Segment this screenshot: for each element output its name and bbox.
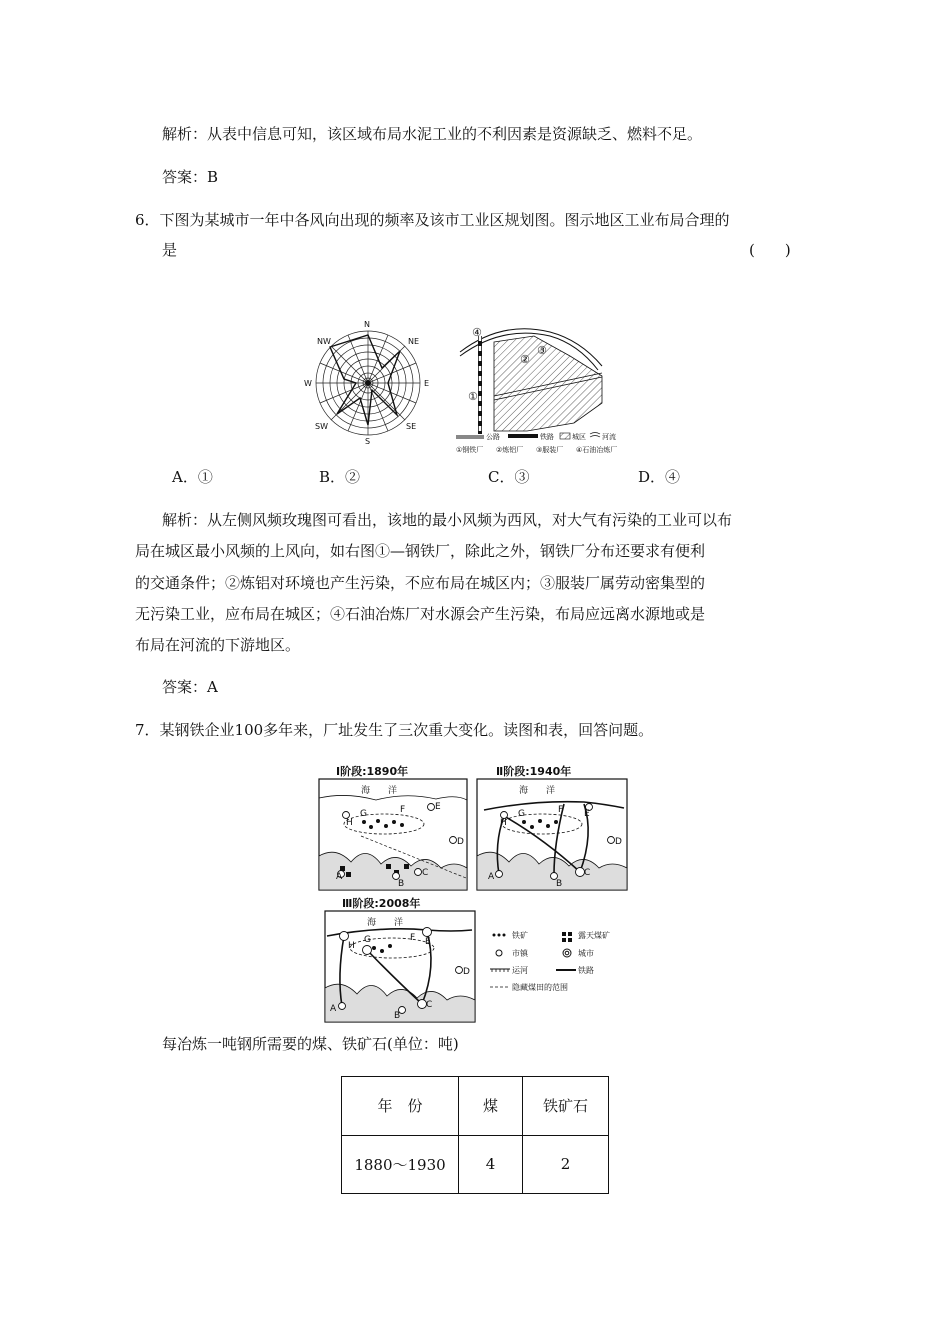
rose-center xyxy=(365,380,371,386)
table-row xyxy=(342,1135,609,1194)
stage-3-label-g: G xyxy=(364,935,371,945)
stage-1-label-h: H xyxy=(346,818,353,828)
stage-3-label-b: B xyxy=(394,1011,401,1021)
q6-analysis-line-1: 解析：从左侧风频玫瑰图可看出，该地的最小风频为西风，对大气有污染的工业可以布 xyxy=(162,511,733,529)
q6-answer-bracket: ( ) xyxy=(749,241,791,259)
legend-site-2: ②炼铝厂 xyxy=(496,446,524,454)
table-header-iron: 铁矿石 xyxy=(523,1077,609,1136)
stage-2-title: Ⅱ阶段:1940年 xyxy=(496,765,572,778)
rose-label-e: E xyxy=(424,379,430,388)
legend-site-3: ③服装厂 xyxy=(536,446,564,454)
rose-label-n: N xyxy=(364,320,370,329)
stage-3-label-a: A xyxy=(330,1004,337,1014)
option-c: C．③ xyxy=(488,468,530,486)
table-header-year: 年 份 xyxy=(342,1077,459,1136)
legend-city: 城市 xyxy=(578,949,594,958)
stage-1-label-a: A xyxy=(336,872,343,882)
legend-iron-ore: 铁矿 xyxy=(512,931,528,940)
option-a: A．① xyxy=(172,468,213,486)
stage-3-label-d: D xyxy=(463,967,470,977)
stage-2-label-b: B xyxy=(556,879,563,889)
q6-stem-cont: 是 xyxy=(162,241,178,259)
stage-1-label-g: G xyxy=(360,809,367,819)
site-2: ② xyxy=(520,353,530,366)
q6-analysis-line-3: 的交通条件；②炼铝对环境也产生污染，不应布局在城区内；③服装厂属劳动密集型的 xyxy=(135,574,706,592)
q7-table-caption: 每冶炼一吨钢所需要的煤、铁矿石(单位：吨) xyxy=(162,1035,459,1053)
stage-3-label-f: F xyxy=(410,933,416,943)
stage-1-title: Ⅰ阶段:1890年 xyxy=(336,765,409,778)
legend-railway: 铁路 xyxy=(540,433,554,441)
stage-2-label-e: E xyxy=(584,809,590,819)
industrial-zone-map xyxy=(452,318,660,460)
legend-highway: 公路 xyxy=(486,433,500,441)
table-cell-iron: 2 xyxy=(523,1135,609,1194)
legend-town: 市镇 xyxy=(512,949,528,958)
coal-iron-table xyxy=(341,1076,609,1194)
stage-1-label-c: C xyxy=(422,868,429,878)
stage-1-map xyxy=(319,764,467,890)
stage-2-label-g: G xyxy=(518,809,525,819)
q6-answer: 答案：A xyxy=(162,678,218,696)
stage-3-label-e: E xyxy=(425,937,431,947)
stage-3-ocean: 海 洋 xyxy=(367,918,404,928)
table-cell-coal: 4 xyxy=(459,1135,523,1194)
map-legend xyxy=(456,432,617,454)
option-b: B．② xyxy=(319,468,361,486)
stage-2-map xyxy=(477,764,627,890)
stage-1-label-e: E xyxy=(435,802,441,812)
site-1: ① xyxy=(468,390,478,403)
stage-1-label-d: D xyxy=(457,837,464,847)
stage-2-ocean: 海 洋 xyxy=(519,786,556,796)
legend-site-4: ④石油冶炼厂 xyxy=(576,446,618,454)
q5-answer: 答案：B xyxy=(162,168,219,186)
site-3: ③ xyxy=(537,344,547,357)
rose-label-ne: NE xyxy=(408,337,420,346)
rose-label-s: S xyxy=(365,437,371,446)
legend-site-1: ①钢铁厂 xyxy=(456,446,484,454)
legend-railway-2: 铁路 xyxy=(578,966,594,975)
table-header-coal: 煤 xyxy=(459,1077,523,1136)
table-header-row xyxy=(342,1077,609,1136)
stage-3-title: Ⅲ阶段:2008年 xyxy=(342,897,421,910)
legend-river: 河流 xyxy=(602,433,616,441)
table-cell-year: 1880～1930 xyxy=(342,1135,459,1194)
stage-2-label-c: C xyxy=(584,868,591,878)
legend-hidden-coalfield: 隐藏煤田的范围 xyxy=(512,983,568,992)
legend-urban: 城区 xyxy=(572,433,586,441)
q6-analysis-line-4: 无污染工业，应布局在城区；④石油冶炼厂对水源会产生污染，布局应远离水源地或是 xyxy=(135,605,706,623)
stage-3-label-c: C xyxy=(426,1000,433,1010)
stage-1-ocean: 海 洋 xyxy=(361,786,398,796)
stage-2-label-a: A xyxy=(488,872,495,882)
q6-stem: 6．下图为某城市一年中各风向出现的频率及该市工业区规划图。图示地区工业布局合理的 xyxy=(135,211,730,229)
stage-3-map xyxy=(325,896,475,1022)
q6-analysis-line-2: 局在城区最小风频的上风向，如右图①—钢铁厂，除此之外，钢铁厂分布还要求有便利 xyxy=(135,542,706,560)
stage-2-label-d: D xyxy=(615,837,622,847)
steel-plant-stage-maps xyxy=(316,764,636,1026)
stage-1-label-f: F xyxy=(400,805,406,815)
q7-stem: 7．某钢铁企业100多年来，厂址发生了三次重大变化。读图和表，回答问题。 xyxy=(135,721,654,739)
rose-label-nw: NW xyxy=(317,337,331,346)
q5-analysis: 解析：从表中信息可知，该区域布局水泥工业的不利因素是资源缺乏、燃料不足。 xyxy=(162,125,703,143)
stage-2-label-f: F xyxy=(558,805,564,815)
q6-analysis-line-5: 布局在河流的下游地区。 xyxy=(135,636,301,654)
stage-2-label-h: H xyxy=(500,818,507,828)
rose-label-w: W xyxy=(304,379,312,388)
stage-1-label-b: B xyxy=(398,879,405,889)
option-d: D．④ xyxy=(638,468,681,486)
wind-rose-figure xyxy=(300,310,440,460)
rose-label-se: SE xyxy=(406,422,417,431)
legend-canal: 运河 xyxy=(512,966,528,975)
legend-open-coal: 露天煤矿 xyxy=(578,931,610,940)
stage-3-label-h: H xyxy=(348,941,355,951)
rose-label-sw: SW xyxy=(315,422,328,431)
site-4: ④ xyxy=(472,326,482,339)
stage-map-legend xyxy=(490,930,610,992)
